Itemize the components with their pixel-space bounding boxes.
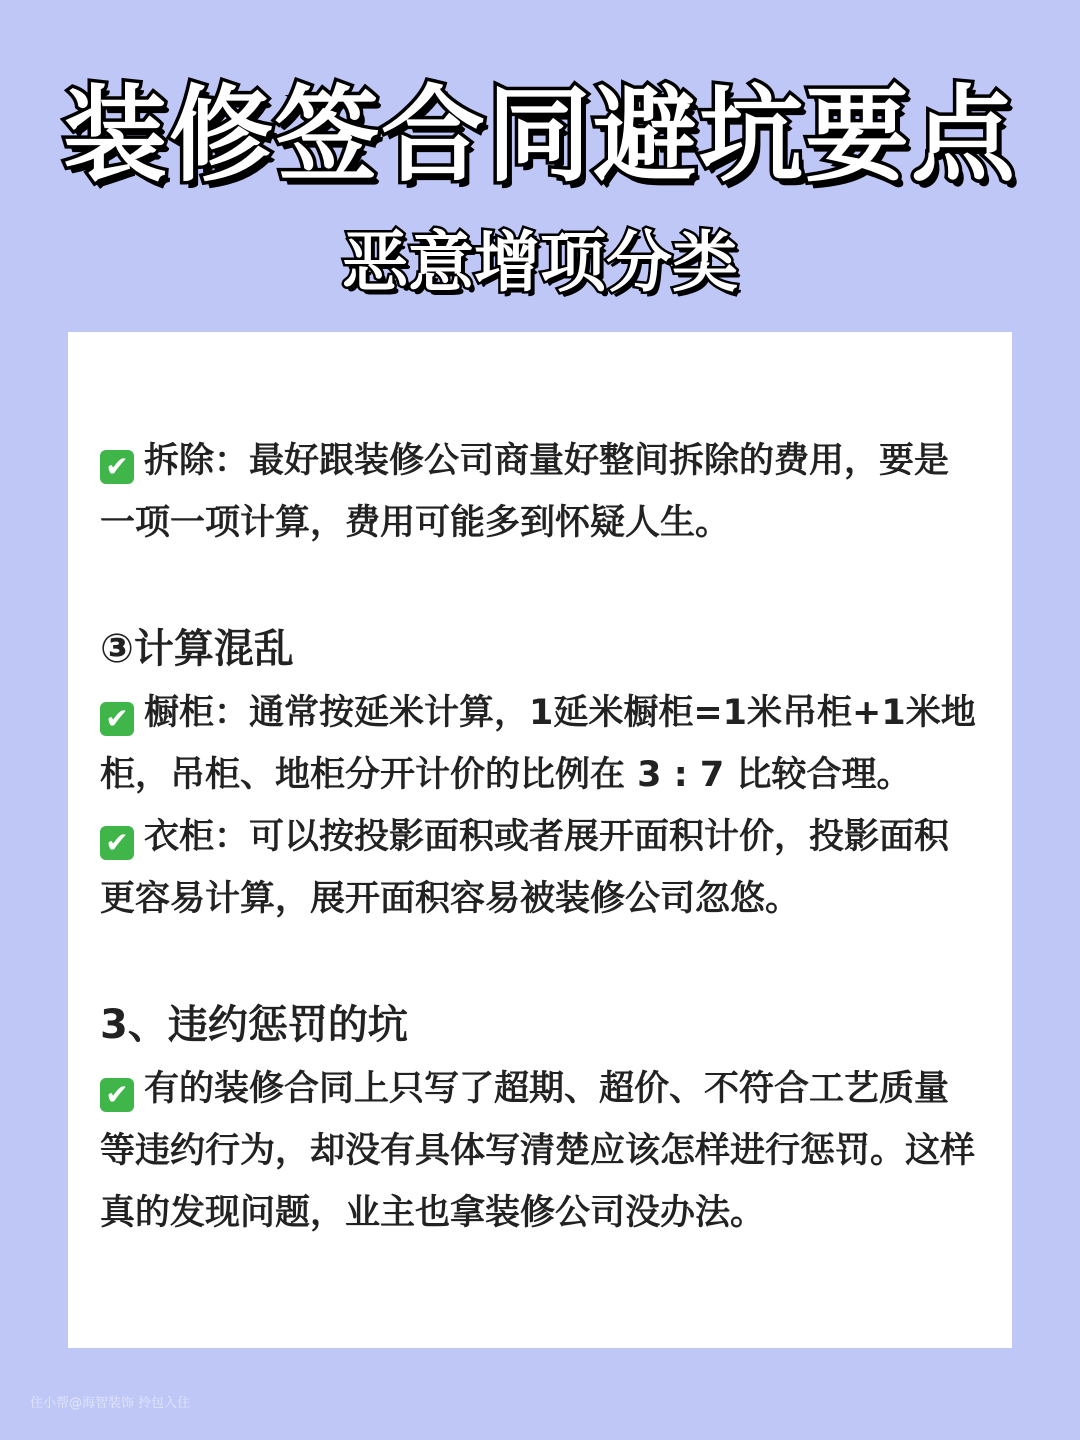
section-heading: 3、违约惩罚的坑 bbox=[100, 1002, 408, 1048]
list-item bbox=[100, 806, 980, 930]
section-heading: ③计算混乱 bbox=[100, 626, 294, 672]
page-title: 装修签合同避坑要点 bbox=[62, 74, 1017, 196]
item-text: 有的装修合同上只写了超期、超价、不符合工艺质量等违约行为，却没有具体写清楚应该怎样进行惩罚。这样真的发现问题，业主也拿装修公司没办法。 bbox=[100, 1069, 976, 1233]
item-text: 拆除：最好跟装修公司商量好整间拆除的费用，要是一项一项计算，费用可能多到怀疑人生。 bbox=[100, 441, 950, 543]
item-text: 衣柜：可以按投影面积或者展开面积计价，投影面积更容易计算，展开面积容易被装修公司忽悠。 bbox=[100, 817, 950, 919]
check-icon: ✔ bbox=[100, 826, 134, 860]
check-icon: ✔ bbox=[100, 702, 134, 736]
item-text: 橱柜：通常按延米计算，1延米橱柜=1米吊柜+1米地柜，吊柜、地柜分开计价的比例在 3 : 7 比较合理。 bbox=[100, 693, 976, 795]
check-icon: ✔ bbox=[100, 450, 134, 484]
page-subtitle: 恶意增项分类 bbox=[342, 224, 738, 301]
watermark: 住小帮@海智装饰 拎包入住 bbox=[30, 1396, 191, 1411]
check-icon: ✔ bbox=[100, 1078, 134, 1112]
list-item bbox=[100, 682, 980, 806]
list-item bbox=[100, 1058, 980, 1244]
content-card bbox=[68, 332, 1012, 1348]
content-body bbox=[100, 430, 980, 1244]
list-item bbox=[100, 430, 980, 554]
